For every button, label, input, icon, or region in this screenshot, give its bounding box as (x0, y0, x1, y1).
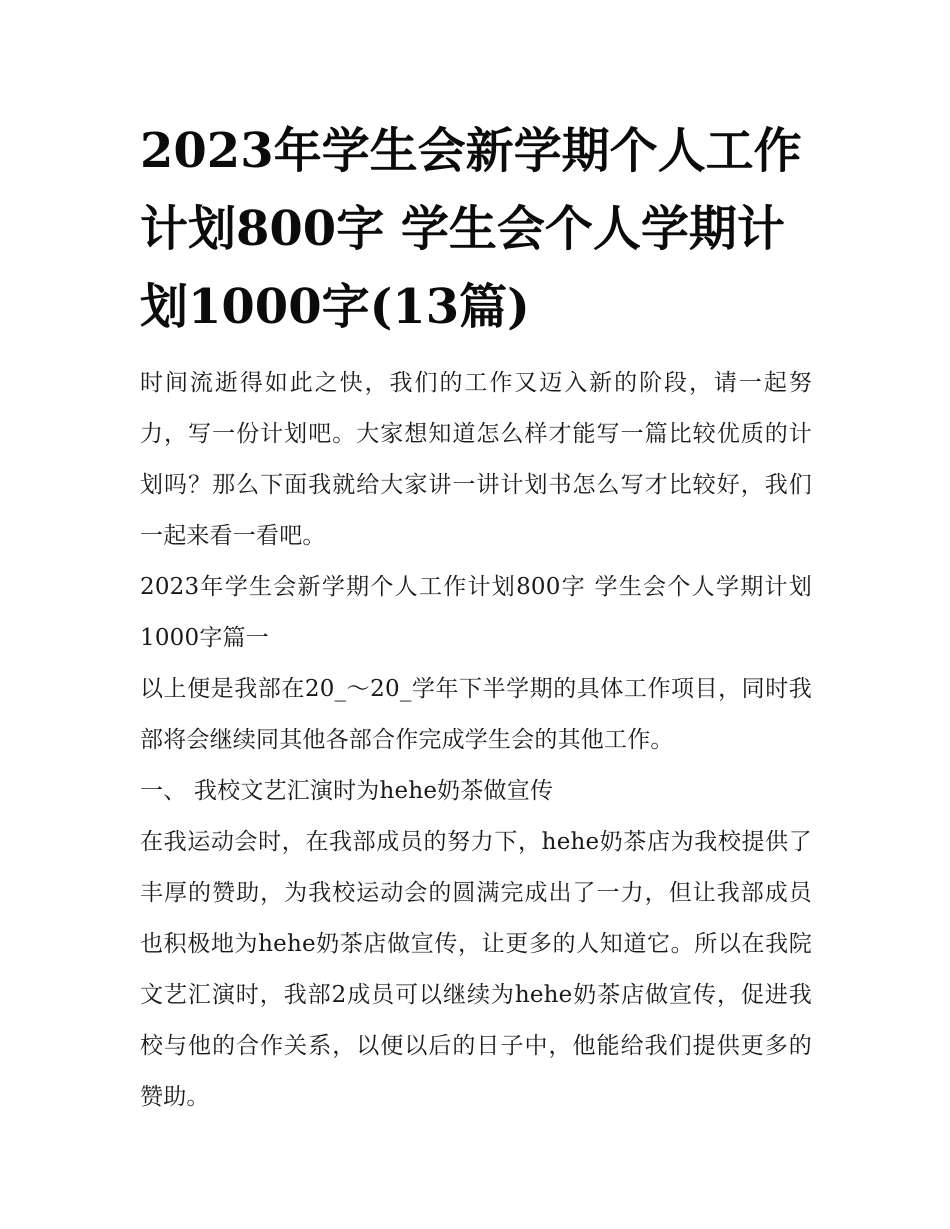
title-block (140, 112, 812, 346)
body-paragraph-2: 在我运动会时，在我部成员的努力下，hehe奶茶店为我校提供了丰厚的赞助，为我校运动会的圆满完成出了一力，但让我部成员也积极地为hehe奶茶店做宣传，让更多的人知道它。所以在我院文艺汇演时，我部2成员可以继续为hehe奶茶店做宣传，促进我校与他的合作关系，以便以后的日子中，他能给我们提供更多的赞助。 (140, 829, 812, 1110)
document-body (140, 112, 812, 1123)
body-paragraph-1: 以上便是我部在20_～20_学年下半学期的具体工作项目，同时我部将会继续同其他各部合作完成学生会的其他工作。 (140, 676, 812, 753)
section-heading-1: 2023年学生会新学期个人工作计划800字 学生会个人学期计划1000字篇一 (140, 574, 812, 651)
document-title: 2023年学生会新学期个人工作计划800字 学生会个人学期计划1000字(13篇) (140, 123, 802, 335)
list-item-heading-1: 一、 我校文艺汇演时为hehe奶茶做宣传 (140, 778, 554, 804)
intro-paragraph: 时间流逝得如此之快，我们的工作又迈入新的阶段，请一起努力，写一份计划吧。大家想知道怎么样才能写一篇比较优质的计划吗？那么下面我就给大家讲一讲计划书怎么写才比较好，我们一起来看一看吧。 (140, 370, 812, 549)
